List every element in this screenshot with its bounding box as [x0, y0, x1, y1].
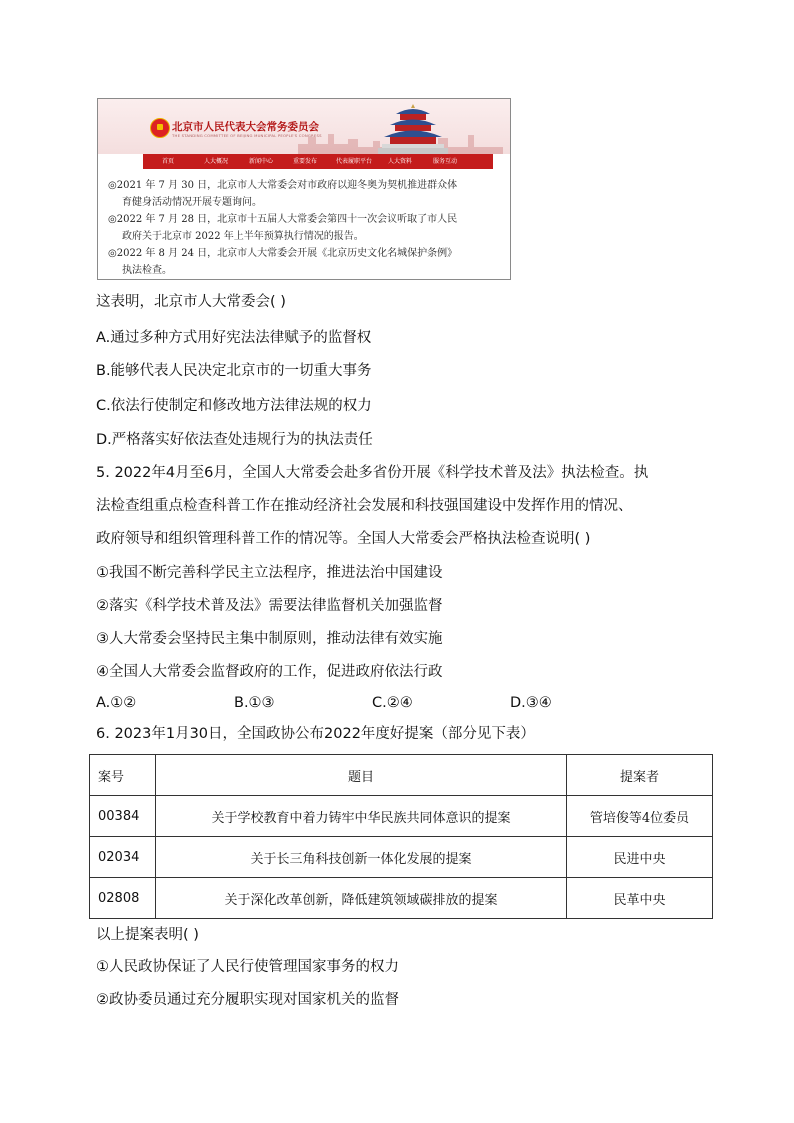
table-cell: 关于长三角科技创新一体化发展的提案: [156, 837, 567, 878]
nav-item-releases[interactable]: 重要发布: [293, 158, 318, 165]
table-header-cell: 案号: [90, 755, 156, 796]
website-screenshot: [97, 98, 511, 280]
q4-option-b: B.能够代表人民决定北京市的一切重大事务: [96, 363, 372, 379]
screenshot-text-line: 育健身活动情况开展专题询问。: [122, 197, 262, 208]
q6-item-1: ①人民政协保证了人民行使管理国家事务的权力: [96, 959, 399, 975]
q4-stem: 这表明，北京市人大常委会( ): [96, 294, 286, 310]
table-cell: 02034: [90, 837, 156, 878]
table-cell: 管培俊等4位委员: [567, 796, 713, 837]
table-cell: 民革中央: [567, 878, 713, 919]
q4-option-d: D.严格落实好依法查处违规行为的执法责任: [96, 432, 373, 448]
q6-item-2: ②政协委员通过充分履职实现对国家机关的监督: [96, 992, 399, 1008]
table-cell: 关于学校教育中着力铸牢中华民族共同体意识的提案: [156, 796, 567, 837]
q5-stem-line: 法检查组重点检查科普工作在推动经济社会发展和科技强国建设中发挥作用的情况、: [96, 498, 633, 514]
nav-item-overview[interactable]: 人大概况: [204, 158, 229, 165]
table-cell: 00384: [90, 796, 156, 837]
table-row: [90, 796, 713, 837]
table-cell: 民进中央: [567, 837, 713, 878]
q6-after-table: 以上提案表明( ): [96, 927, 199, 943]
q5-item-2: ②落实《科学技术普及法》需要法律监督机关加强监督: [96, 598, 443, 614]
screenshot-text-line: ◎2021 年 7 月 30 日，北京市人大常委会对市政府以迎冬奥为契机推进群众体: [108, 180, 458, 191]
screenshot-text-line: ◎2022 年 8 月 24 日，北京市人大常委会开展《北京历史文化名城保护条例》: [108, 248, 458, 259]
table-header-row: [90, 755, 713, 796]
q4-option-a: A.通过多种方式用好宪法法律赋予的监督权: [96, 330, 372, 346]
screenshot-text-line: 政府关于北京市 2022 年上半年预算执行情况的报告。: [122, 231, 364, 242]
table-cell: 关于深化改革创新，降低建筑领域碳排放的提案: [156, 878, 567, 919]
table-header-cell: 提案者: [567, 755, 713, 796]
q5-choice-c: C.②④: [372, 695, 413, 711]
q5-choice-d: D.③④: [510, 695, 552, 711]
nav-item-home[interactable]: 首页: [162, 158, 175, 165]
q5-stem-line: 政府领导和组织管理科普工作的情况等。全国人大常委会严格执法检查说明( ): [96, 531, 591, 547]
national-emblem-icon: [150, 118, 170, 138]
table-header-cell: 题目: [156, 755, 567, 796]
table-row: [90, 837, 713, 878]
q5-item-4: ④全国人大常委会监督政府的工作，促进政府依法行政: [96, 664, 443, 680]
q5-item-3: ③人大常委会坚持民主集中制原则，推动法律有效实施: [96, 631, 443, 647]
proposals-table: [89, 754, 713, 919]
q5-choice-a: A.①②: [96, 695, 137, 711]
temple-of-heaven-icon: [378, 102, 448, 154]
table-row: [90, 878, 713, 919]
site-subtitle: THE STANDING COMMITTEE OF BEIJING MUNICIPAL PEOPLE'S CONGRESS: [172, 133, 322, 138]
q5-choice-b: B.①③: [234, 695, 275, 711]
q5-item-1: ①我国不断完善科学民主立法程序，推进法治中国建设: [96, 565, 443, 581]
nav-item-news[interactable]: 新闻中心: [249, 158, 274, 165]
table-cell: 02808: [90, 878, 156, 919]
nav-item-materials[interactable]: 人大资料: [388, 158, 413, 165]
site-name: 北京市人民代表大会常务委员会: [172, 121, 319, 133]
nav-item-services[interactable]: 服务互动: [433, 158, 458, 165]
screenshot-text-line: ◎2022 年 7 月 28 日，北京市十五届人大常委会第四十一次会议听取了市人民: [108, 214, 458, 225]
site-nav-bar: [143, 154, 493, 169]
q4-option-c: C.依法行使制定和修改地方法律法规的权力: [96, 398, 372, 414]
q6-stem: 6. 2023年1月30日，全国政协公布2022年度好提案（部分见下表）: [96, 726, 535, 742]
q5-stem-line: 5. 2022年4月至6月，全国人大常委会赴多省份开展《科学技术普及法》执法检查。执: [96, 465, 649, 481]
nav-item-deputy-platform[interactable]: 代表履职平台: [336, 158, 373, 165]
screenshot-text-line: 执法检查。: [122, 265, 172, 276]
site-header: [98, 99, 510, 154]
